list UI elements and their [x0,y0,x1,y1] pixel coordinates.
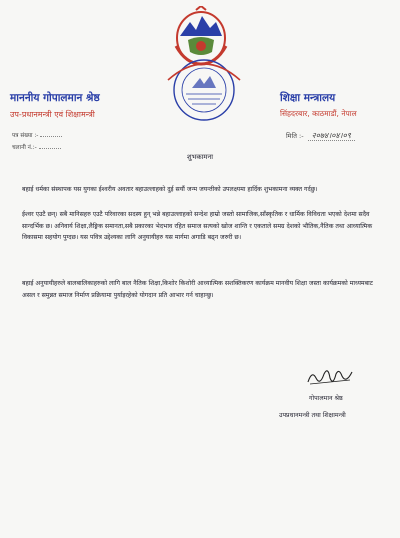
signatory-name: गोपालमान श्रेष्ठ [309,395,343,402]
signature-mark [306,364,354,388]
minister-title: उप-प्रधानमन्त्री एवं शिक्षामन्त्री [10,110,95,119]
date-value: २०७४।०४।०९ [308,131,355,141]
date-field: मिति :- २०७४।०४।०९ [286,130,355,141]
minister-name: माननीय गोपालमान श्रेष्ठ [10,92,100,104]
dispatch-number: चलानी नं.:- [12,143,61,151]
reference-number: पत्र संख्या :- [12,131,62,139]
signatory-title: उपप्रधानमन्त्री तथा शिक्षामन्त्री [279,412,346,419]
paragraph: बहाई धर्मका संस्थापक यस युगका ईश्वरीय अवतार बहाउल्लाहको दुई सयौं जन्म जयन्तीको उपलक्ष्यमा हार्दिक शुभकामना व्यक्त गर्दछु। [22,186,318,193]
ministry-seal-icon [156,58,252,122]
ministry-address: सिंहदरबार, काठमाडौं, नेपाल [280,109,357,118]
paragraph: बहाई अनुयायीहरुले बालबालिकाहरुको लागि बाल नैतिक शिक्षा,किशोर किशोरी आध्यात्मिक सशक्तिकरण कार्यक्रम मानवीय शिक्षा जस्ता कार्यक्रमको माध्यमबाट असल र समुन्नत समाज निर्माण प्रक्रियामा पुर्याइरहेको योगदान प्रति आभार गर्न चाहान्छु। [22,280,373,299]
ministry-name: शिक्षा मन्त्रालय [280,92,336,104]
letter-heading: शुभकामना [187,153,213,161]
paragraph: ईश्वर एउटै छन्। सबै मानिसहरु एउटै परिवारका सदस्य हुन् भन्ने बहाउल्लाहको सन्देश हाम्रो जस्तो सामाजिक,साँस्कृतिक र धार्मिक विविधता भएको देशमा सदैव सान्दर्भिक छ। अनिवार्य शिक्षा,लैङ्गिक समानता,सबै प्रकारका भेदभाव रहित समाज सत्यको खोज शान्ति र एकताले समग्र देशको भौतिक,नैतिक तथा आध्यात्मिक विकासमा सहयोग पुग्दछ। यस पवित्र उद्देश्यका लागि अनुयायीहरु यस मार्गमा अगाडि बढ्न जरुरी छ। [22,211,373,242]
